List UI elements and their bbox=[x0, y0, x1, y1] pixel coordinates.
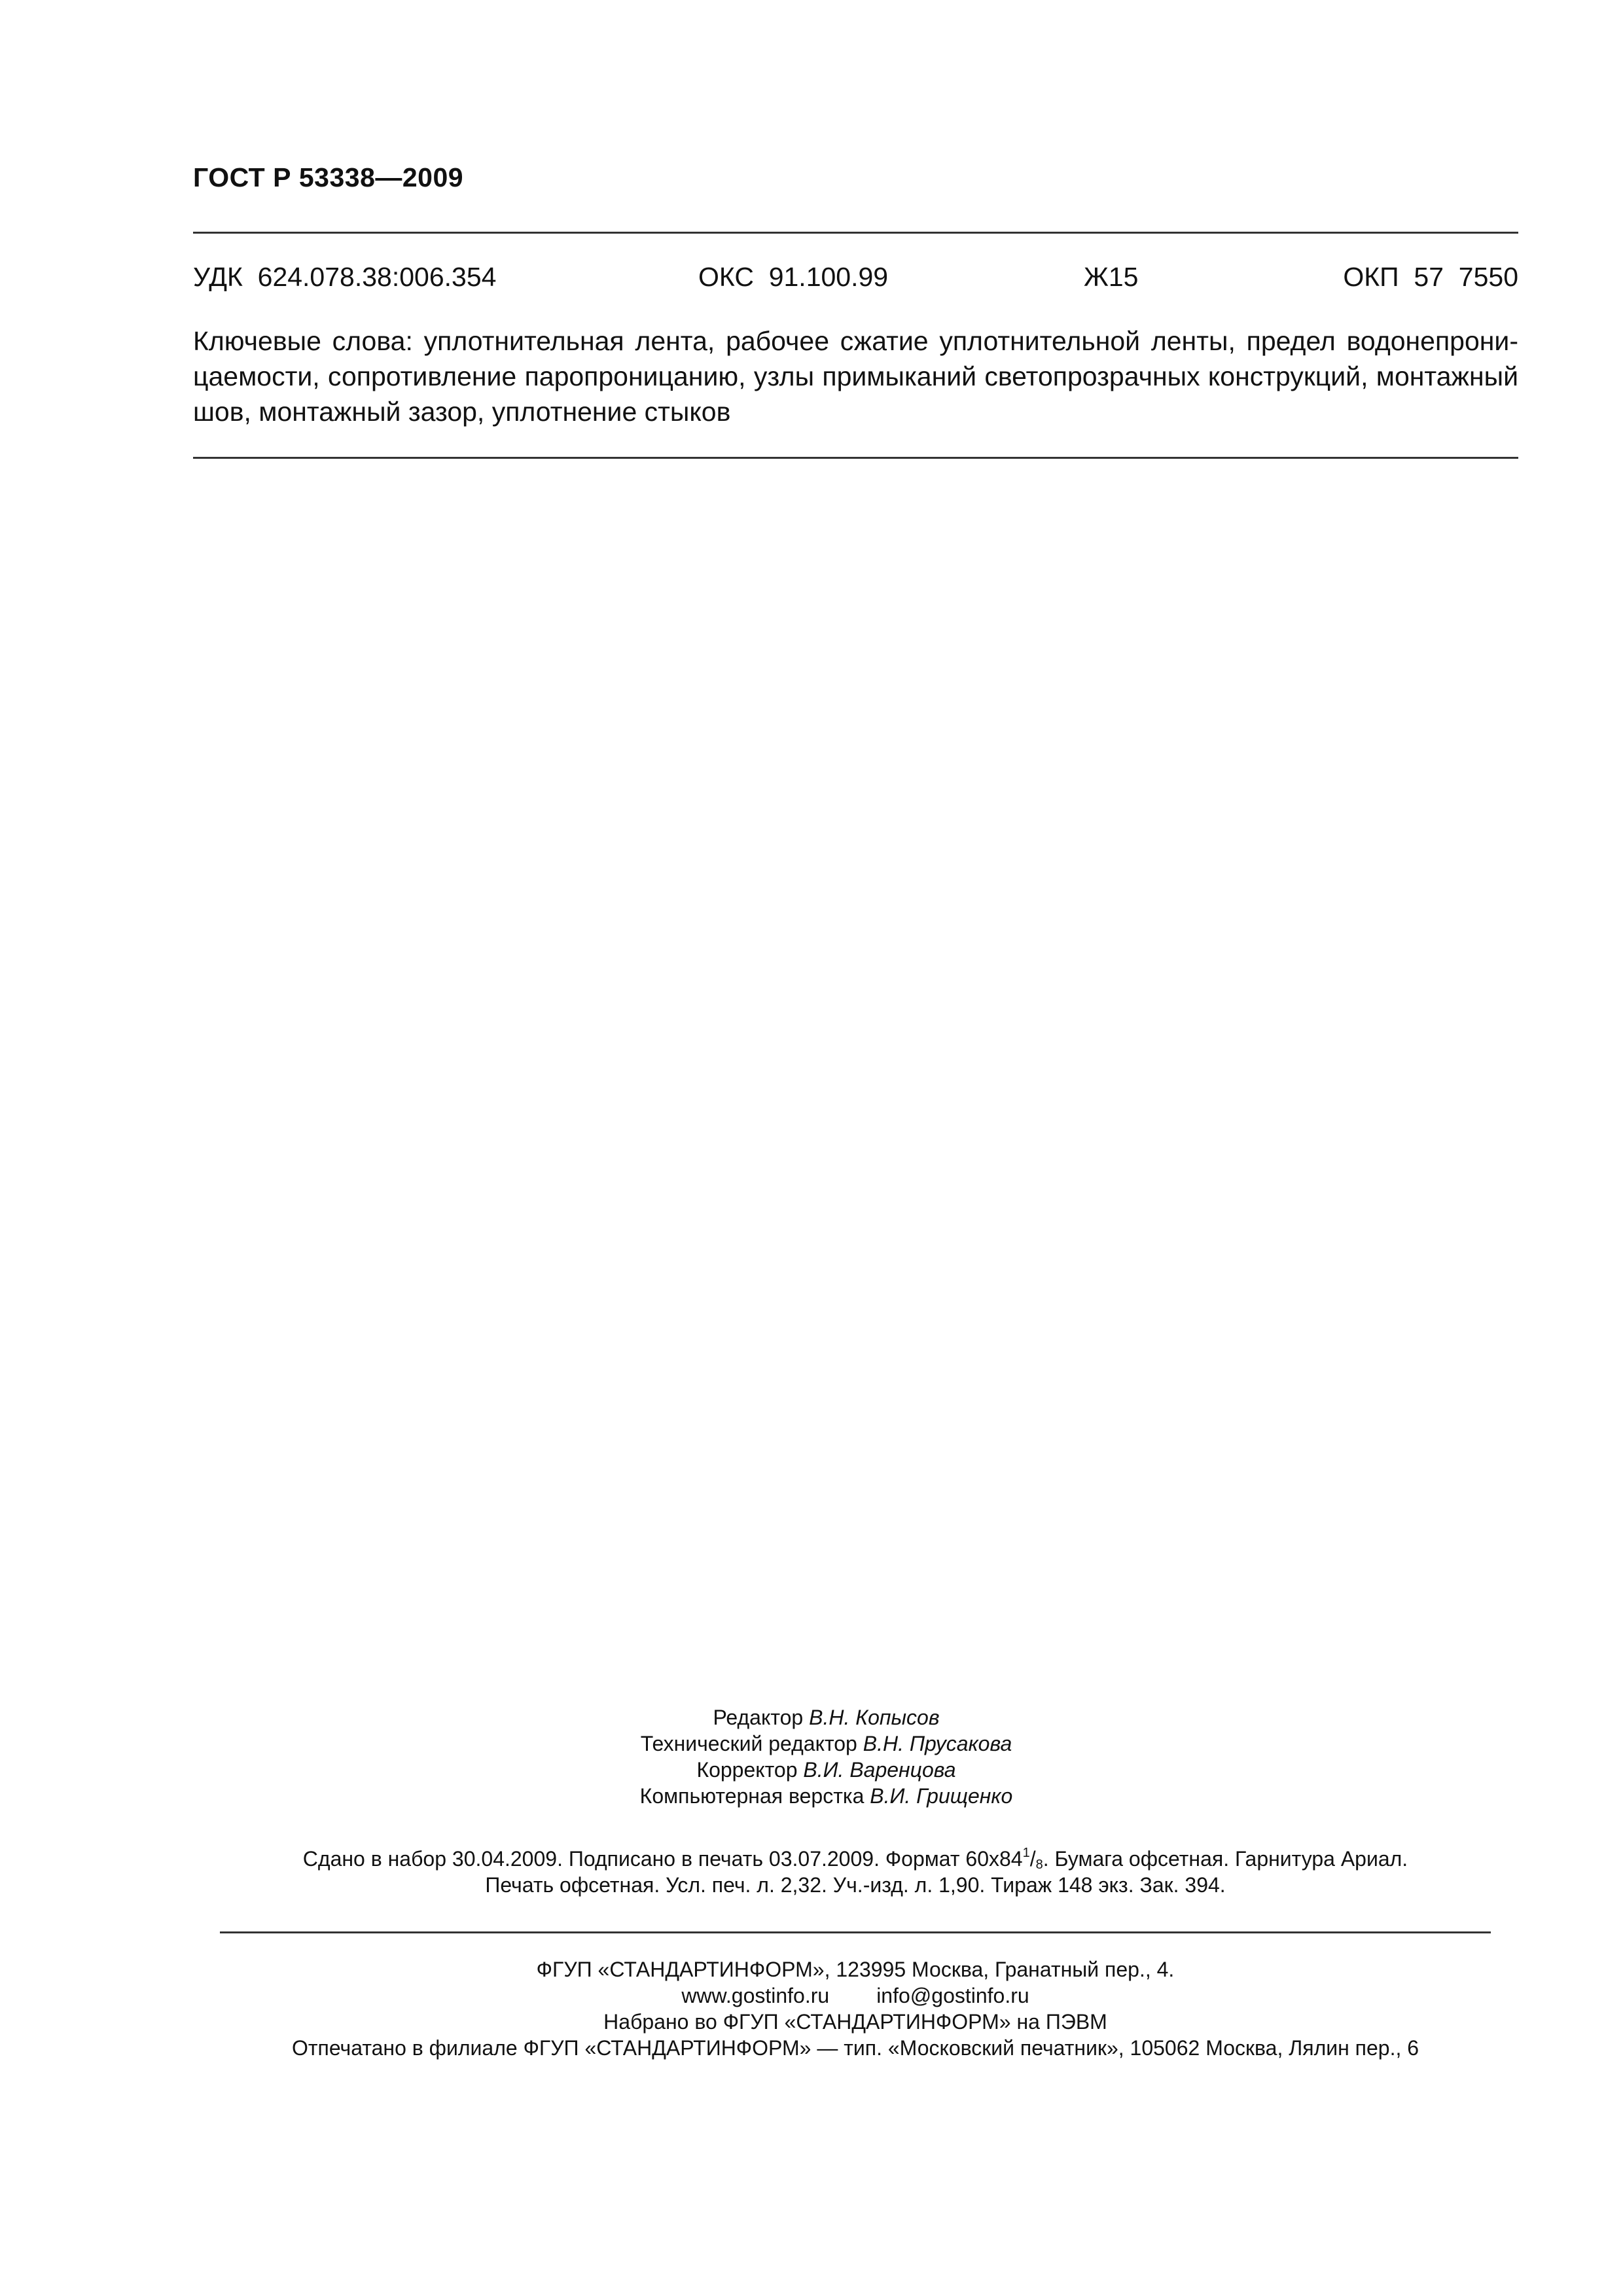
corrector-name: В.И. Варенцова bbox=[803, 1758, 956, 1782]
print-info-block bbox=[220, 1846, 1491, 1898]
printed-note: Отпечатано в филиале ФГУП «СТАНДАРТИНФОРМ» — тип. «Московский печатник», 105062 Москва, Лялин пер., 6 bbox=[291, 2036, 1419, 2060]
document-standard-number: ГОСТ Р 53338—2009 bbox=[193, 162, 464, 192]
publisher-contacts bbox=[220, 1982, 1491, 2009]
editor-line bbox=[193, 1704, 1459, 1731]
publisher-website[interactable]: www.gostinfo.ru bbox=[681, 1984, 830, 2007]
middle-divider bbox=[193, 457, 1518, 459]
editor-name: В.Н. Копысов bbox=[809, 1706, 940, 1729]
publisher-email[interactable]: info@gostinfo.ru bbox=[876, 1984, 1029, 2007]
publisher-address: ФГУП «СТАНДАРТИНФОРМ», 123995 Москва, Гранатный пер., 4. bbox=[536, 1958, 1175, 1981]
corrector-line bbox=[193, 1757, 1459, 1783]
format-separator: / bbox=[1029, 1847, 1036, 1871]
tech-editor-role: Технический редактор bbox=[640, 1732, 863, 1755]
zh-code: Ж15 bbox=[1084, 262, 1139, 292]
udk-code: УДК 624.078.38:006.354 bbox=[193, 262, 497, 292]
credits-block bbox=[193, 1704, 1459, 1809]
print-info-line-2: Печать офсетная. Усл. печ. л. 2,32. Уч.-изд. л. 1,90. Тираж 148 экз. Зак. 394. bbox=[485, 1873, 1226, 1897]
publisher-block bbox=[220, 1956, 1491, 2061]
corrector-role: Корректор bbox=[696, 1758, 804, 1782]
print-info-line-1 bbox=[220, 1846, 1491, 1872]
print-info-text-b: . Бумага офсетная. Гарнитура Ариал. bbox=[1043, 1847, 1408, 1871]
typeset-note: Набрано во ФГУП «СТАНДАРТИНФОРМ» на ПЭВМ bbox=[603, 2010, 1107, 2034]
oks-code: ОКС 91.100.99 bbox=[698, 262, 889, 292]
okp-code: ОКП 57 7550 bbox=[1343, 262, 1518, 292]
tech-editor-line bbox=[193, 1731, 1459, 1757]
keywords-paragraph: Ключевые слова: уплотнительная лента, рабочее сжатие уплотнительной ленты, предел водонепроницаемости, сопротивление паропроницанию, узлы примыканий светопрозрачных конструкций, монтажный шов, монтажный зазор, уплотнение стыков bbox=[193, 326, 1518, 427]
tech-editor-name: В.Н. Прусакова bbox=[863, 1732, 1012, 1755]
classification-codes bbox=[193, 259, 1518, 295]
bottom-divider bbox=[220, 1931, 1491, 1933]
editor-role: Редактор bbox=[713, 1706, 810, 1729]
layout-name: В.И. Грищенко bbox=[870, 1784, 1013, 1808]
layout-line bbox=[193, 1783, 1459, 1809]
layout-role: Компьютерная верстка bbox=[639, 1784, 870, 1808]
format-denominator: 8 bbox=[1035, 1857, 1043, 1872]
top-divider bbox=[193, 232, 1518, 234]
print-info-text-a: Сдано в набор 30.04.2009. Подписано в печать 03.07.2009. Формат 60x84 bbox=[302, 1847, 1023, 1871]
format-numerator: 1 bbox=[1022, 1846, 1030, 1860]
